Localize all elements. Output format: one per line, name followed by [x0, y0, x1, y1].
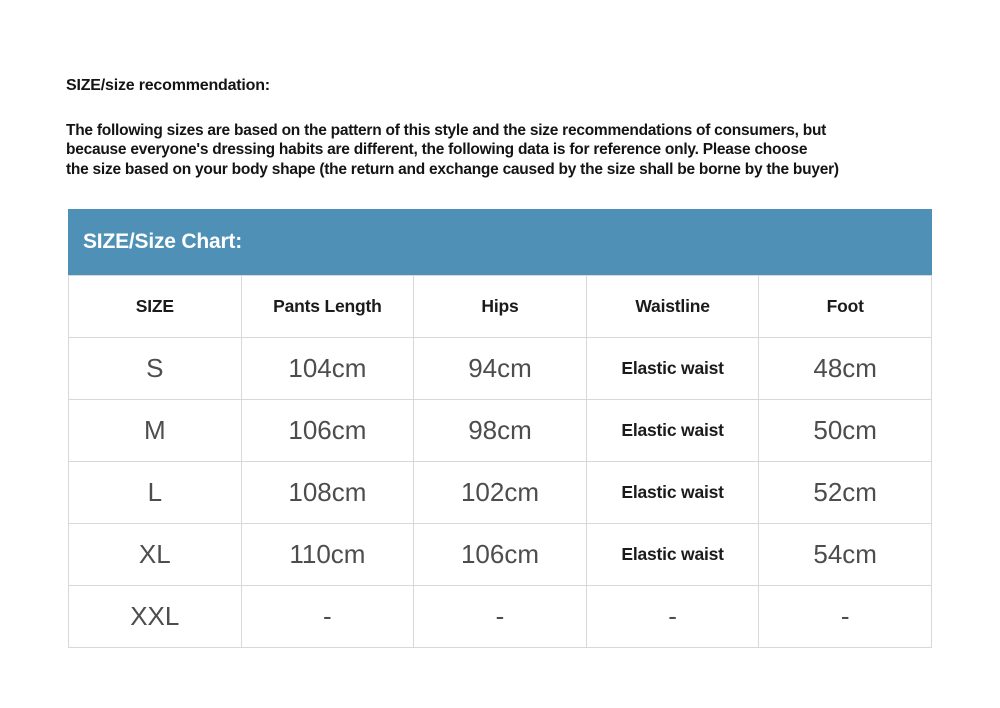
- hips-cell: 102cm: [414, 462, 587, 524]
- pants-length-cell: 110cm: [241, 524, 414, 586]
- foot-cell: -: [759, 586, 932, 648]
- pants-length-cell: 108cm: [241, 462, 414, 524]
- foot-cell: 54cm: [759, 524, 932, 586]
- column-header-hips: Hips: [414, 276, 587, 338]
- foot-cell: 50cm: [759, 400, 932, 462]
- size-cell: M: [69, 400, 242, 462]
- waistline-cell: Elastic waist: [586, 462, 759, 524]
- hips-cell: 106cm: [414, 524, 587, 586]
- disclaimer-line-2: because everyone's dressing habits are different, the following data is for reference only. Please choose: [66, 141, 808, 159]
- waistline-cell: Elastic waist: [586, 400, 759, 462]
- table-row-s: [69, 338, 932, 400]
- hips-cell: 98cm: [414, 400, 587, 462]
- column-header-foot: Foot: [759, 276, 932, 338]
- hips-cell: 94cm: [414, 338, 587, 400]
- size-chart-title: SIZE/Size Chart:: [83, 230, 242, 253]
- table-row-xxl: [69, 586, 932, 648]
- disclaimer-line-1: The following sizes are based on the pattern of this style and the size recommendations of consumers, but: [66, 122, 827, 139]
- foot-cell: 48cm: [759, 338, 932, 400]
- size-chart-table: [68, 275, 932, 648]
- table-row-l: [69, 462, 932, 524]
- table-row-m: [69, 400, 932, 462]
- size-cell: L: [69, 462, 242, 524]
- waistline-cell: -: [586, 586, 759, 648]
- waistline-cell: Elastic waist: [586, 338, 759, 400]
- size-chart: [68, 209, 932, 648]
- pants-length-cell: 104cm: [241, 338, 414, 400]
- size-cell: XXL: [69, 586, 242, 648]
- table-header-row: [69, 276, 932, 338]
- column-header-waistline: Waistline: [586, 276, 759, 338]
- pants-length-cell: 106cm: [241, 400, 414, 462]
- page-title: SIZE/size recommendation:: [66, 77, 270, 94]
- pants-length-cell: -: [241, 586, 414, 648]
- size-cell: S: [69, 338, 242, 400]
- size-cell: XL: [69, 524, 242, 586]
- disclaimer-line-3: the size based on your body shape (the return and exchange caused by the size shall be borne by the buyer): [66, 160, 839, 178]
- table-row-xl: [69, 524, 932, 586]
- column-header-pants-length: Pants Length: [241, 276, 414, 338]
- waistline-cell: Elastic waist: [586, 524, 759, 586]
- size-disclaimer-text: [66, 121, 946, 179]
- hips-cell: -: [414, 586, 587, 648]
- size-chart-title-bar: [68, 209, 932, 275]
- column-header-size: SIZE: [69, 276, 242, 338]
- foot-cell: 52cm: [759, 462, 932, 524]
